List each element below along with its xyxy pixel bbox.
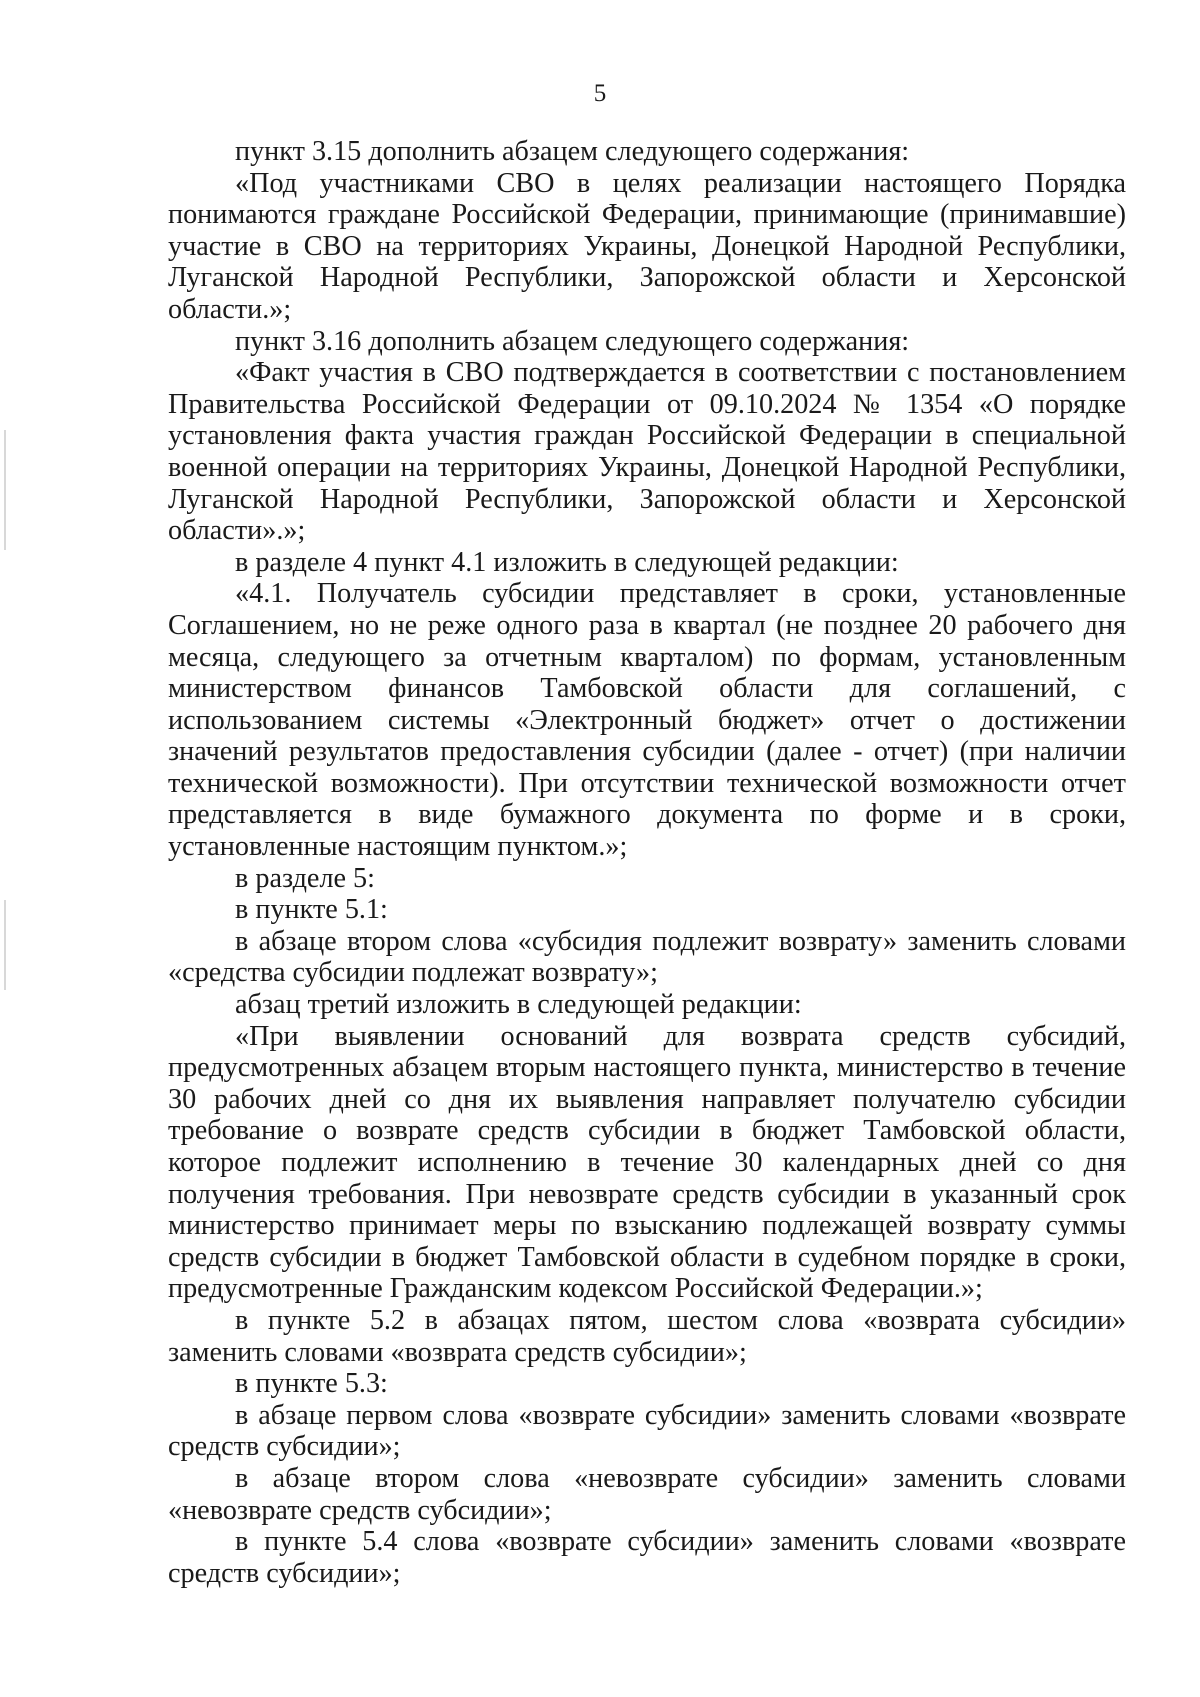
- paragraph: «Факт участия в СВО подтверждается в соответствии с постановлением Правительства Российской Федерации от 09.10.2024 № 1354 «О порядке установления факта участия граждан Российской Федерации в специальной военной операции на территориях Украины, Донецкой Народной Республики, Луганской Народной Республики, Запорожской области и Херсонской области».»;: [168, 357, 1126, 547]
- scan-edge-mark: [4, 900, 6, 990]
- paragraph: абзац третий изложить в следующей редакции:: [235, 989, 802, 1021]
- page-number: 5: [593, 80, 607, 107]
- document-body: [168, 136, 1126, 1589]
- paragraph: в пункте 5.1:: [235, 894, 388, 926]
- paragraph: в пункте 5.3:: [235, 1368, 388, 1400]
- scan-edge-mark: [4, 430, 6, 550]
- paragraph: пункт 3.16 дополнить абзацем следующего содержания:: [235, 325, 910, 357]
- paragraph: «Под участниками СВО в целях реализации настоящего Порядка понимаются граждане Российской Федерации, принимающие (принимавшие) участие в СВО на территориях Украины, Донецкой Народной Республики, Луганской Народной Республики, Запорожской области и Херсонской области.»;: [168, 167, 1126, 325]
- paragraph: пункт 3.15 дополнить абзацем следующего содержания:: [235, 136, 910, 167]
- paragraph: в абзаце втором слова «субсидия подлежит возврату» заменить словами «средства субсидии подлежат возврату»;: [168, 925, 1126, 989]
- paragraph: в разделе 5:: [235, 862, 375, 894]
- paragraph: в разделе 4 пункт 4.1 изложить в следующей редакции:: [235, 546, 899, 578]
- paragraph: «При выявлении оснований для возврата средств субсидий, предусмотренных абзацем вторым настоящего пункта, министерство в течение 30 рабочих дней со дня их выявления направляет получателю субсидии требование о возврате средств субсидии в бюджет Тамбовской области, которое подлежит исполнению в течение 30 календарных дней со дня получения требования. При невозврате средств субсидии в указанный срок министерство принимает меры по взысканию подлежащей возврату суммы средств субсидии в бюджет Тамбовской области в судебном порядке в сроки, предусмотренные Гражданским кодексом Российской Федерации.»;: [168, 1020, 1126, 1305]
- paragraph: в пункте 5.2 в абзацах пятом, шестом слова «возврата субсидии» заменить словами «возврата средств субсидии»;: [168, 1304, 1126, 1368]
- paragraph: в пункте 5.4 слова «возврате субсидии» заменить словами «возврате средств субсидии»;: [168, 1526, 1126, 1589]
- paragraph: в абзаце втором слова «невозврате субсидии» заменить словами «невозврате средств субсидии»;: [168, 1462, 1126, 1526]
- paragraph: в абзаце первом слова «возврате субсидии» заменить словами «возврате средств субсидии»;: [168, 1399, 1126, 1463]
- paragraph: «4.1. Получатель субсидии представляет в сроки, установленные Соглашением, но не реже одного раза в квартал (не позднее 20 рабочего дня месяца, следующего за отчетным кварталом) по формам, установленным министерством финансов Тамбовской области для соглашений, с использованием системы «Электронный бюджет» отчет о достижении значений результатов предоставления субсидии (далее - отчет) (при наличии технической возможности). При отсутствии технической возможности отчет представляется в виде бумажного документа по форме и в сроки, установленные настоящим пунктом.»;: [168, 578, 1126, 863]
